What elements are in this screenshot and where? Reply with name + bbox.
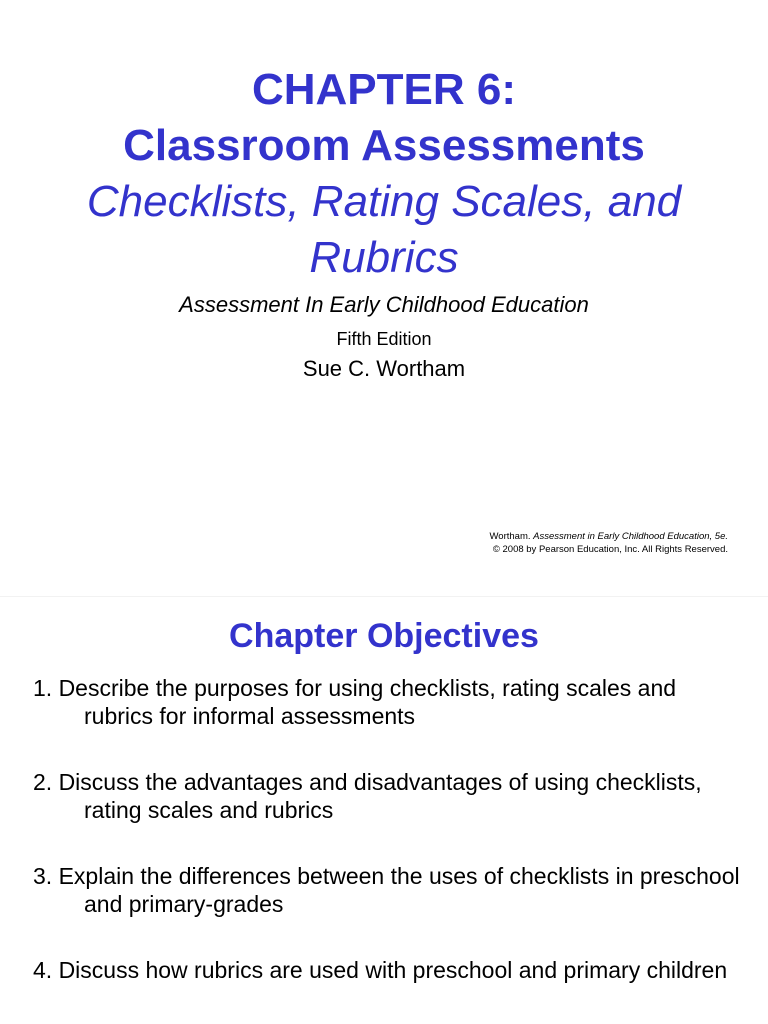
slide-divider	[0, 596, 768, 597]
citation-author: Wortham.	[489, 531, 534, 542]
edition-label: Fifth Edition	[336, 329, 432, 349]
chapter-subtitle: Checklists, Rating Scales, and Rubrics	[86, 177, 682, 282]
objectives-heading: Chapter Objectives	[229, 617, 539, 655]
objective-item: 3. Explain the differences between the uses of checklists in preschool and primary-grades	[33, 863, 740, 917]
copyright-line: © 2008 by Pearson Education, Inc. All Rights Reserved.	[492, 544, 728, 555]
chapter-number: CHAPTER 6:	[251, 65, 517, 114]
chapter-title: Classroom Assessments	[123, 121, 645, 170]
copyright-notice	[490, 530, 729, 556]
citation-title: Assessment in Early Childhood Education, 5e.	[533, 531, 728, 542]
book-title: Assessment In Early Childhood Education	[179, 292, 589, 317]
objectives-slide	[0, 600, 768, 1024]
objectives-list	[33, 674, 743, 1022]
author-name: Sue C. Wortham	[302, 356, 466, 381]
objective-item: 1. Describe the purposes for using checklists, rating scales and rubrics for informal assessments	[33, 675, 677, 729]
objective-item: 4. Discuss how rubrics are used with preschool and primary children	[33, 957, 728, 983]
objective-item: 2. Discuss the advantages and disadvantages of using checklists, rating scales and rubrics	[33, 769, 702, 823]
citation-line	[490, 530, 729, 543]
